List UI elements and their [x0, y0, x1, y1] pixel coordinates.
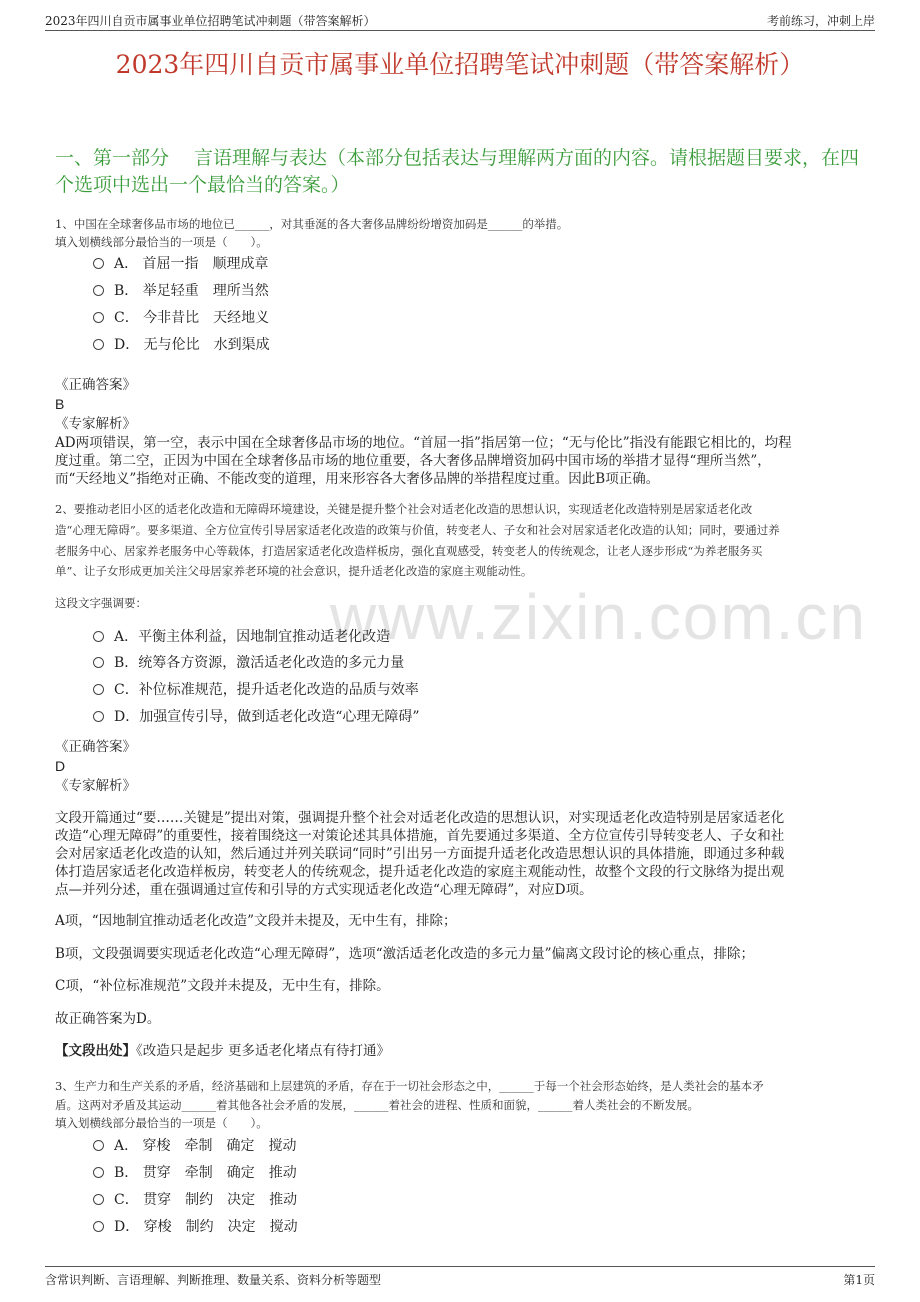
footer-description: 含常识判断、言语理解、判断推理、数量关系、资料分析等题型 — [45, 1273, 382, 1287]
radio-icon[interactable] — [93, 1194, 104, 1205]
q2-option-d[interactable]: D．加强宣传引导，做到适老化改造“心理无障碍” — [93, 706, 420, 728]
q2-stem-line: 造“心理无障碍”。要多渠道、全方位宣传引导居家适老化改造的政策与价值，转变老人、子女和社会对居家适老化改造的认知；同时，要通过养 — [55, 523, 780, 537]
q2-analysis-line: 文段开篇通过“要……关键是”提出对策，强调提升整个社会对适老化改造的思想认识，对实现适老化改造特别是居家适老化 — [55, 810, 785, 826]
q2-answer: D — [55, 758, 66, 774]
q2-option-a[interactable]: A．平衡主体利益，因地制宜推动适老化改造 — [93, 626, 390, 648]
q1-stem: 1、中国在全球奢侈品市场的地位已______，对其垂涎的各大奢侈品牌纷纷增资加码是______的举措。 — [55, 217, 569, 231]
q2-option-b-note: B项，文段强调要实现适老化改造“心理无障碍”，选项“激活适老化改造的多元力量”偏离文段讨论的核心重点，排除； — [55, 946, 755, 962]
q2-stem-line: 老服务中心、居家养老服务中心等载体，打造居家适老化改造样板房，强化直观感受，转变老人的传统观念，让老人逐步形成“为养老服务买 — [55, 544, 763, 558]
header-slogan: 考前练习，冲刺上岸 — [766, 14, 875, 28]
q3-option-a[interactable]: A． 穿梭 牵制 确定 搅动 — [93, 1135, 297, 1157]
source-title: 《改造只是起步 更多适老化堵点有待打通》 — [136, 1043, 391, 1059]
q1-analysis-label: 《专家解析》 — [55, 416, 136, 432]
q3-option-b[interactable]: B． 贯穿 牵制 确定 推动 — [93, 1162, 297, 1184]
q2-analysis-label: 《专家解析》 — [55, 778, 136, 794]
q2-conclusion: 故正确答案为D。 — [55, 1011, 161, 1027]
q2-analysis-line: 改造“心理无障碍”的重要性，接着围绕这一对策论述其具体措施，首先要通过多渠道、全方位宣传引导转变老人、子女和社 — [55, 828, 785, 844]
q2-option-a-note: A项，“因地制宜推动适老化改造”文段并未提及，无中生有，排除； — [55, 913, 457, 929]
radio-icon[interactable] — [93, 684, 104, 695]
q2-analysis-line: 点—并列分述，重在强调通过宣传和引导的方式实现适老化改造“心理无障碍”，对应D项。 — [55, 882, 593, 898]
section-heading: 一、第一部分 言语理解与表达（本部分包括表达与理解两方面的内容。请根据题目要求，在四个选项中选出一个最恰当的答案。） — [55, 147, 860, 196]
radio-icon[interactable] — [93, 258, 104, 269]
q1-option-d[interactable]: D． 无与伦比 水到渠成 — [93, 334, 270, 356]
q1-prompt: 填入划横线部分最恰当的一项是（ ）。 — [55, 235, 268, 249]
q1-answer-label: 《正确答案》 — [55, 377, 136, 393]
q2-source — [55, 1042, 390, 1060]
q3-stem-line: 盾。这两对矛盾及其运动______着其他各社会矛盾的发展，______着社会的进程、性质和面貌，______着人类社会的不断发展。 — [55, 1098, 699, 1112]
q3-option-c[interactable]: C． 贯穿 制约 决定 推动 — [93, 1189, 297, 1211]
source-label: 【文段出处】 — [55, 1043, 136, 1059]
q1-analysis-line: 度过重。第二空，正因为中国在全球奢侈品市场的地位重要，各大奢侈品牌增资加码中国市场的举措才显得“理所当然”， — [55, 453, 771, 469]
radio-icon[interactable] — [93, 1167, 104, 1178]
q1-option-b[interactable]: B． 举足轻重 理所当然 — [93, 280, 269, 302]
q2-stem-line: 单”、让子女形成更加关注父母居家养老环境的社会意识，提升适老化改造的家庭主观能动性。 — [55, 564, 533, 578]
q1-option-a[interactable]: A． 首屈一指 顺理成章 — [93, 253, 269, 275]
radio-icon[interactable] — [93, 1221, 104, 1232]
q2-option-c-note: C项，“补位标准规范”文段并未提及，无中生有，排除。 — [55, 978, 390, 994]
q2-answer-label: 《正确答案》 — [55, 739, 136, 755]
radio-icon[interactable] — [93, 711, 104, 722]
q3-option-d[interactable]: D． 穿梭 制约 决定 搅动 — [93, 1216, 298, 1238]
radio-icon[interactable] — [93, 1140, 104, 1151]
q1-analysis-line: AD两项错误，第一空，表示中国在全球奢侈品市场的地位。“首屈一指”指居第一位；“无与伦比”指没有能跟它相比的，均程 — [55, 435, 792, 451]
q3-prompt: 填入划横线部分最恰当的一项是（ ）。 — [55, 1116, 268, 1130]
q2-option-c[interactable]: C．补位标准规范，提升适老化改造的品质与效率 — [93, 679, 419, 701]
radio-icon[interactable] — [93, 631, 104, 642]
radio-icon[interactable] — [93, 312, 104, 323]
header-doc-title: 2023年四川自贡市属事业单位招聘笔试冲刺题（带答案解析） — [45, 14, 376, 28]
radio-icon[interactable] — [93, 657, 104, 668]
q2-analysis-line: 体打造居家适老化改造样板房，转变老人的传统观念，提升适老化改造的家庭主观能动性，故整个文段的行文脉络为提出观 — [55, 864, 784, 880]
q1-analysis-line: 而“天经地义”指绝对正确、不能改变的道理，用来形容各大奢侈品牌的举措程度过重。因此B项正确。 — [55, 471, 660, 487]
q2-prompt: 这段文字强调要： — [55, 596, 147, 610]
q3-stem-line: 3、生产力和生产关系的矛盾，经济基础和上层建筑的矛盾，存在于一切社会形态之中，______于每一个社会形态始终，是人类社会的基本矛 — [55, 1079, 764, 1093]
page-header — [45, 10, 875, 31]
q1-answer: B — [55, 396, 65, 412]
q2-analysis-line: 会对居家适老化改造的认知，然后通过并列关联词“同时”引出另一方面提升适老化改造思想认识的具体措施，即通过多种载 — [55, 846, 785, 862]
radio-icon[interactable] — [93, 339, 104, 350]
q1-option-c[interactable]: C． 今非昔比 天经地义 — [93, 307, 269, 329]
page-title: 2023年四川自贡市属事业单位招聘笔试冲刺题（带答案解析） — [115, 50, 805, 79]
q2-option-b[interactable]: B．统筹各方资源，激活适老化改造的多元力量 — [93, 652, 404, 674]
radio-icon[interactable] — [93, 285, 104, 296]
q2-stem-line: 2、要推动老旧小区的适老化改造和无障碍环境建设，关键是提升整个社会对适老化改造的思想认识，实现适老化改造特别是居家适老化改 — [55, 502, 753, 516]
watermark: www.zixin.com.cn — [330, 581, 867, 653]
page-number: 第1页 — [843, 1273, 875, 1287]
page-footer — [45, 1266, 875, 1289]
